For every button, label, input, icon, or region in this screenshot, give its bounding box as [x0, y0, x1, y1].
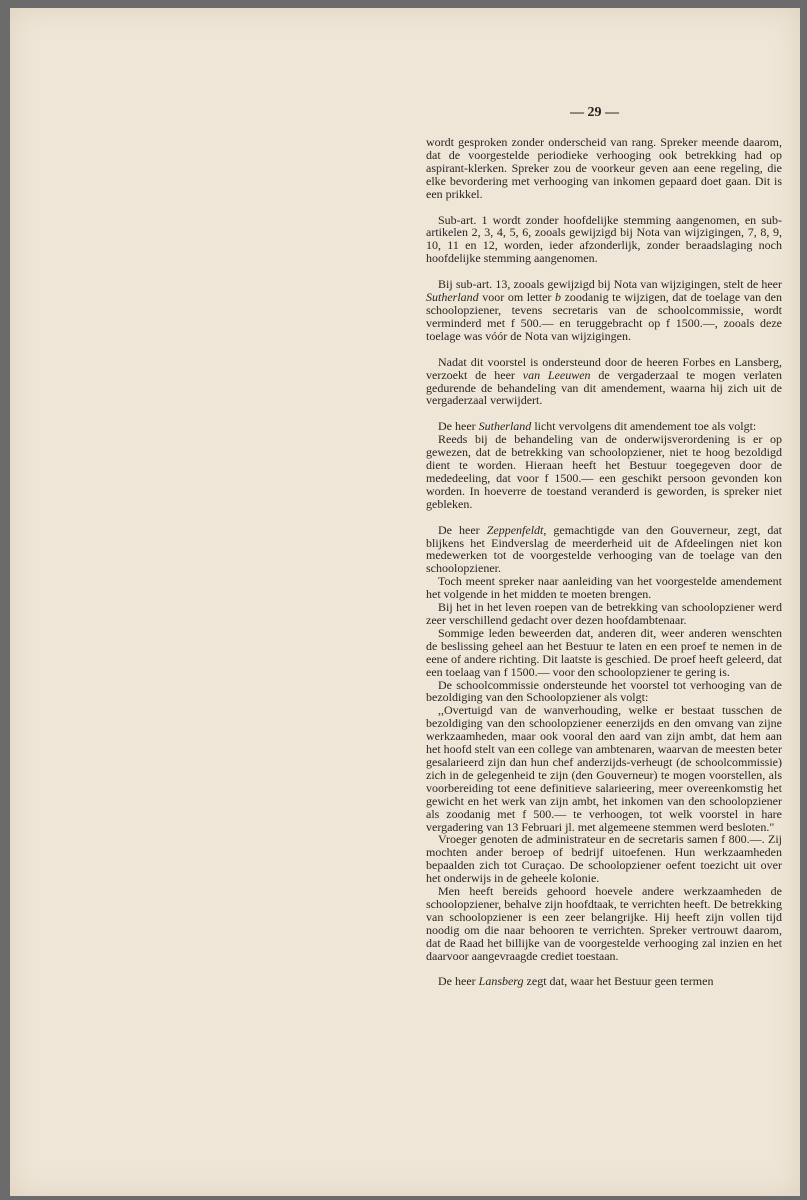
paragraph-text: Bij sub-art. 13, zooals gewijzigd bij Nota van wijzigingen, stelt de heer [438, 277, 782, 292]
paragraph [426, 433, 782, 510]
paragraph-text: Reeds bij de behandeling van de onderwijsverordening is er op gewezen, dat de betrekking van schoolopziener, niet te hoog bezoldigd dient te worden. Hieraan heeft het Bestuur toegegeven door de mededeeling, dat voor f 1500.— een geschikt persoon gevonden kon worden. In hoeverre de toestand veranderd is geworden, is spreker niet gebleken. [426, 432, 782, 511]
paragraph [426, 136, 782, 201]
paragraph-text: de vergaderzaal te mogen verlaten gedurende de behandeling van dit amendement, waarna hij zich uit de vergaderzaal verwijdert. [426, 367, 783, 408]
paragraph-text: voor om letter [478, 290, 556, 305]
page-number: — 29 — [570, 105, 619, 120]
paragraph [426, 575, 782, 601]
paragraph-text: Sub-art. 1 wordt zonder hoofdelijke stemming aangenomen, en sub-artikelen 2, 3, 4, 5, 6, zooals gewijzigd bij Nota van wijzigingen, 7, 8, 9, 10, 11 en 12, worden, ieder afzonderlijk, zonder beraadslaging noch hoofdelijke stemming aangenomen. [426, 212, 782, 266]
italic-name: Sutherland [478, 419, 532, 434]
paragraph-text: wordt gesproken zonder onderscheid van rang. Spreker meende daarom, dat de voorgestelde periodieke verhooging ook betrekking had op aspirant-klerken. Spreker zou de voorkeur geven aan eene regeling, die elke bevordering met verhooging van inkomen gepaard doet gaan. Dit is een prikkel. [426, 135, 782, 201]
paragraph [426, 704, 782, 833]
paragraph [426, 214, 782, 266]
paragraph-text: , gemachtigde van den Gouverneur, zegt, dat blijkens het Eindverslag de meerderheid uit de Afdeelingen niet kon medewerken tot de voorgestelde verhooging van de toelage van den schoolopziener. [426, 522, 783, 576]
paragraph-text: Bij het in het leven roepen van de betrekking van schoolopziener werd zeer verschillend gedacht over dezen hoofdambtenaar. [426, 600, 782, 627]
paragraph-text: De heer [438, 522, 487, 537]
paragraph [426, 885, 782, 962]
paragraph-text: Vroeger genoten de administrateur en de secretaris samen f 800.—. Zij mochten ander beroep of bedrijf uitoefenen. Hun werkzaamheden bepaalden zich tot Curaçao. De schoolopziener oefent toezicht uit over het onderwijs in de geheele kolonie. [426, 832, 782, 886]
paragraph-text: De heer [438, 974, 479, 989]
paragraph [426, 627, 782, 679]
italic-name: Lansberg [478, 974, 524, 989]
paragraph [426, 833, 782, 885]
paragraph [426, 601, 782, 627]
paragraph-text: Sommige leden beweerden dat, anderen dit, weer anderen wenschten de beslissing geheel aan het Bestuur te laten en een proef te nemen in de eene of andere richting. Dit laatste is geschied. De proef heeft geleerd, dat een toelaag van f 1500.— voor den schoolopziener te gering is. [426, 625, 782, 679]
text-column [426, 136, 782, 988]
paragraph [426, 356, 782, 408]
italic-name: van Leeuwen [522, 367, 591, 382]
italic-name: Sutherland [426, 290, 479, 305]
italic-name: b [555, 290, 562, 305]
paragraph [426, 524, 782, 576]
document-page [10, 8, 800, 1196]
italic-name: Zeppenfeldt [486, 522, 544, 537]
paragraph-text: zegt dat, waar het Bestuur geen termen [523, 974, 714, 989]
paragraph [426, 679, 782, 705]
paragraph-text: zoodanig te wijzigen, dat de toelage van den schoolopziener, tevens secretaris van de schoolcommissie, wordt verminderd met f 500.— en teruggebracht op f 1500.—, zooals deze toelage was vóór de Nota van wijzigingen. [426, 290, 782, 343]
paragraph-text: De heer [438, 419, 479, 434]
paragraph-text: licht vervolgens dit amendement toe als volgt: [531, 419, 757, 434]
paragraph-text: De schoolcommissie ondersteunde het voorstel tot verhooging van de bezoldiging van den Schoolopziener als volgt: [426, 677, 782, 705]
paragraph [426, 278, 782, 343]
paragraph-text: Toch meent spreker naar aanleiding van het voorgestelde amendement het volgende in het midden te moeten brengen. [426, 574, 782, 602]
paragraph [426, 975, 782, 988]
paragraph-text: Nadat dit voorstel is ondersteund door de heeren Forbes en Lansberg, verzoekt de heer [426, 354, 782, 382]
paragraph-text: Men heeft bereids gehoord hoevele andere werkzaamheden de schoolopziener, behalve zijn hoofdtaak, te verrichten heeft. De betrekking van schoolopziener is een zeer belangrijke. Hij heeft zijn vollen tijd noodig om die naar behooren te verrichten. Spreker vertrouwt daarom, dat de Raad het billijke van de voorgestelde verhooging zal inzien en het daarvoor aangevraagde crediet toestaan. [426, 884, 782, 963]
paragraph-text: ,,Overtuigd van de wanverhouding, welke er bestaat tusschen de bezoldiging van den schoolopziener eenerzijds en den omvang van zijne werkzaamheden, maar ook vooral den aard van zijn ambt, dat hem aan het hoofd stelt van een college van ambtenaren, waarvan de meesten beter gesalarieerd zijn dan hun chef anderzijds-verheugt (de schoolcommissie) zich in de gelegenheid te zijn (den Gouverneur) te mogen voorstellen, als voorbereiding tot eene definitieve salarieering, meer overeenkomstig het gewicht en het werk van zijn ambt, het inkomen van den schoolopziener als zoodanig met f 500.— te verhoogen, tot welk voorstel in hare vergadering van 13 Februari jl. met algemeene stemmen werd besloten." [426, 703, 782, 834]
